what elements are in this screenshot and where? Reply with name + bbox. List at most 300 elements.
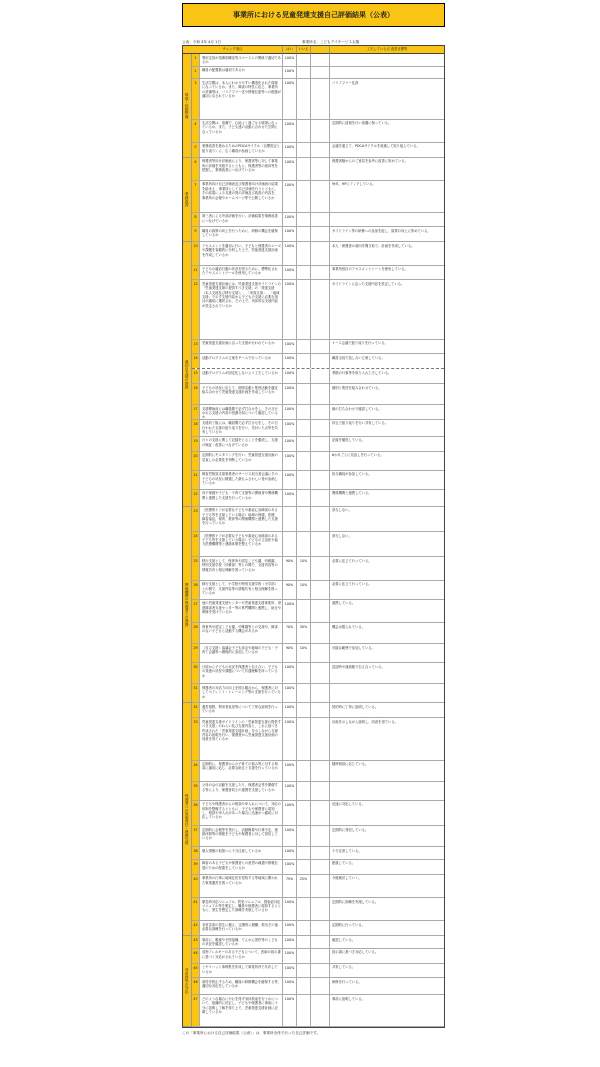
table-row — [192, 995, 444, 1027]
row-number: 34 — [192, 761, 200, 781]
table-row — [192, 340, 444, 355]
blank-cell — [311, 875, 330, 897]
blank-cell — [311, 384, 330, 404]
table-row — [192, 964, 444, 979]
no-value — [297, 79, 311, 118]
improvement-note: 本人・保護者の意向を聞き取り、計画を作成している。 — [332, 243, 415, 248]
row-number: 5 — [192, 143, 200, 157]
header-spacer — [311, 46, 330, 54]
no-value — [297, 120, 311, 142]
yes-value: 90% — [283, 644, 297, 662]
no-value — [297, 978, 311, 994]
table-row — [192, 557, 444, 580]
no-value — [297, 405, 311, 419]
check-item: （医療的ケアが必要な子どもや重症心身障害のある子ども等を支援している場合）子どもの主治医や協力医療機関等と連絡体制を整えているか — [200, 532, 283, 556]
table-row — [192, 158, 444, 181]
evaluation-table — [182, 45, 445, 1028]
blank-cell — [311, 826, 330, 846]
blank-cell — [311, 581, 330, 599]
check-item: 児童発達支援計画に沿った支援が行われているか — [200, 340, 283, 354]
table-row — [192, 949, 444, 964]
improvement-note: 十分注意している。 — [332, 848, 362, 853]
facility-name: 事業所名：こどもデイサービス太陽 — [302, 40, 360, 44]
improvement-note: 保護者様からのご意見を参考に改善に努めている。 — [332, 159, 408, 164]
yes-value: 100% — [283, 79, 297, 118]
blank-cell — [311, 761, 330, 781]
table-row — [192, 420, 444, 437]
blank-cell — [311, 557, 330, 579]
improvement-note: 機会は限られている。 — [332, 624, 365, 629]
row-number: 27 — [192, 600, 200, 622]
yes-value: 100% — [283, 718, 297, 759]
header-yes: はい — [283, 46, 297, 54]
improvement-note — [330, 684, 444, 702]
no-value — [297, 437, 311, 451]
no-value — [297, 181, 311, 212]
improvement-note: 職員全員で話し合い立案している。 — [332, 355, 385, 360]
yes-value: 100% — [283, 921, 297, 935]
row-number: 20 — [192, 452, 200, 470]
row-number: 12 — [192, 280, 200, 338]
blank-cell — [311, 663, 330, 683]
row-number: 30 — [192, 663, 200, 683]
blank-cell — [311, 437, 330, 451]
row-number: 35 — [192, 782, 200, 800]
no-value — [297, 54, 311, 66]
yes-value — [283, 532, 297, 556]
header-check: チェック項目 — [183, 46, 283, 54]
no-value — [297, 847, 311, 859]
check-item: 他の児童発達支援センターや児童発達支援事業所、発達障害者支援センター等の専門機関と連携し、助言や研修を受けているか — [200, 600, 283, 622]
blank-cell — [311, 181, 330, 212]
check-item: 日々の支援に関して記録をとることを徹底し、支援の検証・改善につなげているか — [200, 437, 283, 451]
row-number: 25 — [192, 557, 200, 579]
no-value — [297, 143, 311, 157]
row-number: 22 — [192, 490, 200, 506]
row-number: 15 — [192, 369, 200, 383]
blank-cell — [311, 644, 330, 662]
improvement-note: 契約時に丁寧に説明している。 — [332, 704, 379, 709]
no-value — [297, 600, 311, 622]
blank-cell — [311, 623, 330, 643]
blank-cell — [311, 921, 330, 935]
table-row — [192, 354, 444, 369]
table-row — [192, 181, 444, 213]
yes-value: 100% — [283, 801, 297, 825]
no-value — [297, 995, 311, 1026]
table-row — [192, 120, 444, 143]
blank-cell — [311, 227, 330, 241]
table-row — [192, 384, 444, 405]
row-number: 41 — [192, 898, 200, 920]
no-value — [297, 684, 311, 702]
blank-cell — [311, 158, 330, 180]
row-number: 40 — [192, 875, 200, 897]
check-item: 第三者による外部評価を行い、評価結果を業務改善につなげているか — [200, 213, 283, 227]
table-row — [192, 266, 444, 281]
yes-value: 100% — [283, 213, 297, 227]
improvement-note: 可能な範囲で参加している。 — [332, 645, 375, 650]
check-item: 移行支援として、保育所や認定こども園、幼稚園、特別支援学校（幼稚部）等との間で、支援内容等の情報共有と相互理解を図っているか — [200, 557, 283, 579]
blank-cell — [311, 936, 330, 948]
check-item: どのような場合にやむを得ず身体拘束を行うかについて、組織的に決定し、子どもや保護者に事前に十分に説明し了解を得た上で、児童発達支援計画に記載しているか — [200, 995, 283, 1026]
category-label: 非常時等の対応 — [183, 936, 192, 1027]
blank-cell — [311, 67, 330, 79]
improvement-note: 該当しない。 — [332, 533, 352, 538]
table-row — [192, 898, 444, 921]
blank-cell — [311, 54, 330, 66]
check-item: 子どもや保護者からの相談や申入れについて、対応の体制を整備するとともに、子どもや保護者に周知し、相談や申入れがあった場合に迅速かつ適切に対応しているか — [200, 801, 283, 825]
row-number: 23 — [192, 507, 200, 531]
row-number: 9 — [192, 227, 200, 241]
table-row — [192, 452, 444, 471]
improvement-note: 個別と集団を組み合わせている。 — [332, 385, 382, 390]
improvement-note — [330, 54, 444, 66]
table-row — [192, 847, 444, 860]
check-item: 保護者の対応力の向上を図る観点から、保護者に対してペアレント・トレーニング等の支援を行っているか — [200, 684, 283, 702]
check-item: アセスメントを適切に行い、子どもと保護者のニーズや課題を客観的に分析した上で、児童発達支援計画を作成しているか — [200, 242, 283, 264]
no-value — [297, 213, 311, 227]
yes-value: 100% — [283, 978, 297, 994]
check-item: 子どもの状況に応じて、個別活動と集団活動を適宜組み合わせて児童発達支援計画を作成しているか — [200, 384, 283, 404]
table-row — [192, 471, 444, 490]
yes-value: 90% — [283, 581, 297, 599]
row-number: 29 — [192, 644, 200, 662]
check-item: 活動プログラムの立案をチームで行っているか — [200, 354, 283, 368]
yes-value: 100% — [283, 405, 297, 419]
yes-value: 100% — [283, 437, 297, 451]
blank-cell — [311, 280, 330, 338]
improvement-note — [330, 213, 444, 227]
table-row — [192, 437, 444, 452]
blank-cell — [311, 782, 330, 800]
check-item: 定期的に、保護者からの子育ての悩み等に対する相談に適切に応じ、必要な助言と支援を行っているか — [200, 761, 283, 781]
table-row — [192, 860, 444, 875]
row-number: 42 — [192, 921, 200, 935]
no-value — [297, 242, 311, 264]
row-number: 14 — [192, 354, 200, 368]
check-item: 生活空間は、清潔で、心地よく過ごせる環境になっているか。また、子ども達の活動に合わせた空間となっているか — [200, 120, 283, 142]
check-item: 移行支援として、小学校や特別支援学校（小学部）との間で、支援内容等の情報共有と相互理解を図っているか — [200, 581, 283, 599]
yes-value: 100% — [283, 54, 297, 66]
check-item: 障害のある子どもや保護者との意思の疎通や情報伝達のための配慮をしているか — [200, 860, 283, 874]
blank-cell — [311, 964, 330, 978]
improvement-note: 定期的に訓練を実施している。 — [332, 899, 379, 904]
yes-value — [283, 507, 297, 531]
yes-value: 100% — [283, 420, 297, 436]
check-item: 食物アレルギーのある子どもについて、医師の指示書に基づく対応がされているか — [200, 949, 283, 963]
improvement-note: 担当職員が参加している。 — [332, 472, 372, 477]
table-row — [192, 684, 444, 703]
blank-cell — [311, 354, 330, 368]
yes-value: 75% — [283, 875, 297, 897]
table-row — [192, 644, 444, 663]
yes-value: 100% — [283, 452, 297, 470]
blank-cell — [311, 684, 330, 702]
category-label: 業務改善 — [183, 158, 192, 243]
row-number: 2 — [192, 67, 200, 79]
row-number: 24 — [192, 532, 200, 556]
improvement-note: 確認している。 — [332, 937, 356, 942]
no-value — [297, 67, 311, 79]
yes-value: 100% — [283, 684, 297, 702]
improvement-note: 計画を示しながら説明し、同意を得ている。 — [332, 719, 398, 724]
improvement-note: 必要に応じて行っている。 — [332, 582, 372, 587]
row-number: 17 — [192, 405, 200, 419]
category-label: 環境・体制整備 — [183, 54, 192, 158]
check-item: 保育所や認定こども園、幼稚園等との交流や、障害のない子どもと活動する機会があるか — [200, 623, 283, 643]
improvement-note: 季節の行事等を取り入れ工夫している。 — [332, 370, 392, 375]
table-row — [192, 490, 444, 507]
row-number: 8 — [192, 213, 200, 227]
yes-value: 100% — [283, 703, 297, 717]
check-item: （医療的ケアが必要な子どもや重症心身障害のある子ども等を支援している場合）地域の保健、医療、障害福祉、保育、教育等の関係機関と連携した支援を行っているか — [200, 507, 283, 531]
table-row — [192, 703, 444, 718]
row-number: 36 — [192, 801, 200, 825]
table-row — [192, 143, 444, 158]
blank-cell — [311, 420, 330, 436]
table-row — [192, 213, 444, 228]
improvement-note: 6か月ごとに見直しを行っている。 — [332, 453, 384, 458]
no-value — [297, 801, 311, 825]
check-item: 個人情報の取扱いに十分注意しているか — [200, 847, 283, 859]
yes-value: 100% — [283, 181, 297, 212]
no-value — [297, 782, 311, 800]
blank-cell — [311, 978, 330, 994]
blank-cell — [311, 369, 330, 383]
blank-cell — [311, 405, 330, 419]
check-item: 事業所の行事に地域住民を招待する等地域に開かれた事業運営を図っているか — [200, 875, 283, 897]
yes-value: 100% — [283, 964, 297, 978]
blank-cell — [311, 532, 330, 556]
no-value — [297, 471, 311, 489]
improvement-note: 配慮している。 — [332, 861, 356, 866]
blank-cell — [311, 847, 330, 859]
check-item: 児童発達支援計画には、児童発達支援ガイドラインの「児童発達支援の提供すべき支援」の「発達支援（本人支援及び移行支援）」、「家族支援」、「地域支援」で示す支援内容から子どもの支援に必要な項目が適切に選択され、その上で、具体的な支援内容が設定されているか — [200, 280, 283, 338]
row-number: 13 — [192, 340, 200, 354]
check-item: ヒヤリハット事例集を作成して事業所内で共有しているか — [200, 964, 283, 978]
improvement-note — [330, 782, 444, 800]
row-number: 39 — [192, 860, 200, 874]
blank-cell — [311, 860, 330, 874]
table-row — [192, 581, 444, 600]
no-value: 30% — [297, 623, 311, 643]
no-value — [297, 420, 311, 436]
row-number: 11 — [192, 266, 200, 280]
check-item: 母子保健や子ども・子育て支援等の関係者や関係機関と連携した支援を行っているか — [200, 490, 283, 506]
row-number: 28 — [192, 623, 200, 643]
no-value — [297, 507, 311, 531]
yes-value: 100% — [283, 384, 297, 404]
blank-cell — [311, 242, 330, 264]
check-item: 業務改善を進めるためのPDCAサイクル（目標設定と振り返り）に、広く職員が参画しているか — [200, 143, 283, 157]
table-row — [192, 718, 444, 760]
table-row — [192, 826, 444, 847]
table-row — [192, 801, 444, 826]
blank-cell — [311, 471, 330, 489]
publish-date: 公表：令和 3年 4月 1日 — [182, 40, 222, 44]
check-item: 職員の資質の向上を行うために、研修の機会を確保しているか — [200, 227, 283, 241]
check-item: 支援開始前には職員間で必ず打合せをし、その日行われる支援の内容や役割分担について確認しているか — [200, 405, 283, 419]
table-row — [192, 978, 444, 995]
row-number: 32 — [192, 703, 200, 717]
check-item: 虐待を防止するため、職員の研修機会を確保する等、適切な対応をしているか — [200, 978, 283, 994]
check-item: 利用定員が指導訓練室等スペースとの関係で適切であるか — [200, 54, 283, 66]
no-value — [297, 718, 311, 759]
blank-cell — [311, 703, 330, 717]
header-no: いいえ — [297, 46, 311, 54]
row-number: 47 — [192, 995, 200, 1026]
improvement-note: 今後検討していく。 — [332, 876, 362, 881]
no-value — [297, 703, 311, 717]
no-value — [297, 761, 311, 781]
check-item: 職員の配置数は適切であるか — [200, 67, 283, 79]
yes-value: 100% — [283, 158, 297, 180]
row-number: 16 — [192, 384, 200, 404]
check-item: 児童発達支援ガイドラインの「児童発達支援の提供すべき支援」のねらい及び支援内容と、これに基づき作成された「児童発達支援計画」を示しながら支援内容の説明を行い、保護者から児童発達支援計画の同意を得ているか — [200, 718, 283, 759]
check-item: 定期的にモニタリングを行い、児童発達支援計画の見直しの必要性を判断しているか — [200, 452, 283, 470]
no-value — [297, 532, 311, 556]
yes-value: 100% — [283, 340, 297, 354]
table-row — [192, 761, 444, 782]
header-notes: 工夫している点 改善目標等 — [330, 46, 444, 54]
improvement-note: 毎年、HPにアップしている。 — [332, 182, 376, 187]
table-row — [192, 936, 444, 949]
no-value: 25% — [297, 875, 311, 897]
improvement-note: バリアフリー化済 — [332, 80, 359, 85]
yes-value: 100% — [283, 143, 297, 157]
check-item: 障害児相談支援事業者のサービス担当者会議にその子どもの状況に精通した最もふさわしい者が参画しているか — [200, 471, 283, 489]
improvement-note: 事業所独自のアセスメントシートを使用している。 — [332, 267, 408, 272]
table-row — [192, 921, 444, 936]
improvement-note: ガイドライン等の研修への参加を促し、資質の向上に努めている。 — [332, 228, 431, 233]
page-title: 事業所における児童発達支援自己評価結果（公表） — [182, 3, 445, 27]
row-number: 31 — [192, 684, 200, 702]
no-value — [297, 663, 311, 683]
table-row — [192, 623, 444, 644]
improvement-note: 記録を徹底している。 — [332, 438, 365, 443]
yes-value: 100% — [283, 860, 297, 874]
table-row — [192, 242, 444, 265]
improvement-note — [330, 67, 444, 79]
no-value: 10% — [297, 644, 311, 662]
blank-cell — [311, 340, 330, 354]
check-item: 定期的に会報等を発行し、活動概要や行事予定、連絡体制等の情報を子どもや保護者に対して発信しているか — [200, 826, 283, 846]
yes-value: 100% — [283, 120, 297, 142]
no-value: 10% — [297, 581, 311, 599]
yes-value: 100% — [283, 782, 297, 800]
no-value — [297, 280, 311, 338]
blank-cell — [311, 452, 330, 470]
row-number: 6 — [192, 158, 200, 180]
category-label: 保護者への説明責任・連携支援 — [183, 703, 192, 936]
table-row — [192, 600, 444, 623]
row-number: 19 — [192, 437, 200, 451]
check-item: 保護者等向け評価表により、保護者等に対して事業所の評価を実施するとともに、保護者等の意向等を把握し、業務改善につなげているか — [200, 158, 283, 180]
improvement-note: 随時相談に応じている。 — [332, 762, 369, 767]
improvement-note: 研修を行っている。 — [332, 979, 362, 984]
no-value — [297, 452, 311, 470]
no-value — [297, 826, 311, 846]
check-item: 子どもの適応行動の状況を図るために、標準化されたアセスメントツールを使用しているか — [200, 266, 283, 280]
no-value — [297, 369, 311, 383]
improvement-note: 定期的に清掃を行い清潔に保っている。 — [332, 121, 392, 126]
table-row — [192, 369, 444, 384]
check-item: （自立支援）協議会子ども部会や地域の子ども・子育て会議等へ積極的に参加しているか — [200, 644, 283, 662]
improvement-note: 指示書に基づき対応している。 — [332, 950, 379, 955]
blank-cell — [311, 266, 330, 280]
table-row — [192, 782, 444, 801]
yes-value: 100% — [283, 600, 297, 622]
check-item: 非常災害の発生に備え、定期的に避難、救出その他必要な訓練を行っているか — [200, 921, 283, 935]
blank-cell — [311, 120, 330, 142]
no-value — [297, 860, 311, 874]
check-item: 活動プログラムが固定化しないよう工夫しているか — [200, 369, 283, 383]
improvement-note: 終礼で振り返りを行い共有している。 — [332, 421, 389, 426]
row-number: 44 — [192, 949, 200, 963]
row-number: 7 — [192, 181, 200, 212]
footer-note: この「事業所における自己評価結果（公表）」は、事業所全体で行った自己評価です。 — [182, 1031, 321, 1035]
no-value — [297, 964, 311, 978]
improvement-note: 朝の打ち合わせで確認している。 — [332, 406, 382, 411]
check-item: 事前に、服薬や予防接種、てんかん発作等のこどもの状況を確認しているか — [200, 936, 283, 948]
no-value — [297, 266, 311, 280]
table-row — [192, 54, 444, 67]
yes-value: 100% — [283, 369, 297, 383]
blank-cell — [311, 898, 330, 920]
no-value — [297, 227, 311, 241]
improvement-note: 事前に説明している。 — [332, 996, 365, 1001]
yes-value: 100% — [283, 67, 297, 79]
improvement-note: 必要に応じて行っている。 — [332, 558, 372, 563]
improvement-note: 共有している。 — [332, 965, 356, 970]
row-number: 18 — [192, 420, 200, 436]
improvement-note: 連携している。 — [332, 601, 356, 606]
no-value — [297, 898, 311, 920]
no-value — [297, 384, 311, 404]
yes-value: 100% — [283, 826, 297, 846]
no-value — [297, 936, 311, 948]
table-row — [192, 405, 444, 420]
improvement-note: 迅速に対応している。 — [332, 802, 365, 807]
table-row — [192, 532, 444, 557]
yes-value: 100% — [283, 227, 297, 241]
blank-cell — [311, 143, 330, 157]
improvement-note: ケース会議で振り返りを行っている。 — [332, 341, 388, 346]
yes-value: 100% — [283, 242, 297, 264]
row-number: 10 — [192, 242, 200, 264]
row-number: 45 — [192, 964, 200, 978]
improvement-note: 該当しない。 — [332, 508, 352, 513]
yes-value: 100% — [283, 949, 297, 963]
yes-value: 100% — [283, 898, 297, 920]
check-item: 生活空間は、本人にわかりやすい構造化された環境になっているか。また、障害の特性に応じ、事業所の設備等は、バリアフリー化や情報伝達等への配慮が適切になされているか — [200, 79, 283, 118]
row-number: 33 — [192, 718, 200, 759]
improvement-note: 送迎時や連絡帳で伝え合っている。 — [332, 664, 385, 669]
no-value — [297, 340, 311, 354]
check-item: 日頃から子どもの状況を保護者と伝え合い、子どもの発達の状況や課題について共通理解を持っているか — [200, 663, 283, 683]
check-item: 緊急時対応マニュアル、防犯マニュアル、感染症対応マニュアル等を策定し、職員や保護者に周知するとともに、発生を想定した訓練を実施しているか — [200, 898, 283, 920]
yes-value: 100% — [283, 490, 297, 506]
yes-value: 100% — [283, 847, 297, 859]
blank-cell — [311, 507, 330, 531]
category-label: 関係機関や保護者との連携 — [183, 507, 192, 704]
yes-value: 100% — [283, 266, 297, 280]
yes-value: 100% — [283, 995, 297, 1026]
yes-value: 100% — [283, 761, 297, 781]
yes-value: 100% — [283, 280, 297, 338]
yes-value: 70% — [283, 623, 297, 643]
